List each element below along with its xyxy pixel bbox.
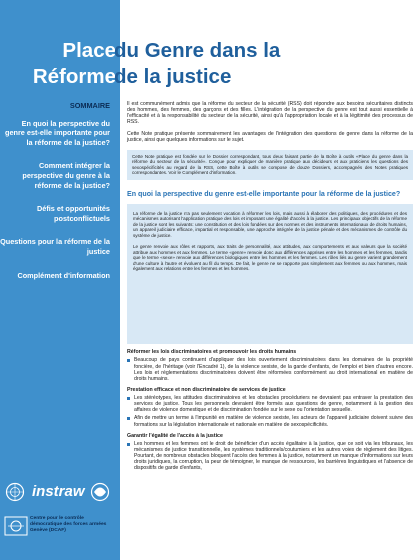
- title-line2-right: de la justice: [114, 65, 232, 88]
- instraw-emblem-icon: [92, 484, 109, 501]
- subsection-heading: Garantir l'égalité de l'accès à la justice: [127, 432, 223, 439]
- intro-paragraph: Il est communément admis que la réforme du secteur de la sécurité (RSS) doit répondre aux besoins sécuritaires distincts des hommes, des femmes, des garçons et des filles. L'intégration de la perspective du genre est tout aussi essentielle à l'efficacité et à la responsabilité du secteur de la sécurité, ainsi qu'à l'appropriation locale et à la légitimité des processus de RSS.: [127, 101, 413, 126]
- list-item: Afin de mettre un terme à l'impunité en matière de violence sexiste, les acteurs de l'appareil judiciaire doivent suivre des formations sur la législation internationale et nationale en matière de sexospécificités.: [127, 415, 413, 427]
- un-emblem-icon: [7, 484, 24, 501]
- summary-heading: SOMMAIRE: [69, 101, 110, 110]
- dcaf-logo-icon: [4, 516, 28, 536]
- subsection-heading: Prestation efficace et non discriminatoire de services de justice: [127, 386, 286, 393]
- page-title: [0, 0, 420, 92]
- list-item: Beaucoup de pays continuent d'appliquer des lois ouvertement discriminatoires dans les domaines de la propriété foncière, de l'héritage (voir l'Encadré 1), de la violence sexiste, de la garde d'enfants, de l'emploi et bien d'autres encore. Les lois et réglementations discriminatoires doivent être réformées conformément au droit international en matière de droits humains.: [127, 357, 413, 381]
- instraw-wordmark: instraw: [32, 483, 85, 500]
- toc-item[interactable]: En quoi la perspective du genre est-elle importante pour la réforme de la justice?: [4, 118, 110, 147]
- dcaf-caption: Centre pour le contrôle démocratique des forces armées Genève (DCAF): [30, 516, 107, 533]
- definition-gender: Le genre renvoie aux rôles et rapports, aux traits de personnalité, aux attitudes, aux comportements et aux valeurs que la société attribue aux hommes et aux femmes. Le terme «genre» renvoie donc aux différences apprises entre les hommes et les femmes, tandis que le terme «sexe» renvoie aux différences biologiques entre les hommes et les femmes. Les rôles liés au genre varient grandement d'une culture à l'autre et évoluent au fil du temps. De fait, le genre ne se rapporte pas simplement aux femmes ou aux hommes, mais également aux relations entre les femmes et les hommes.: [133, 244, 407, 272]
- toc-item[interactable]: Défis et opportunités postconflictuels: [37, 204, 110, 223]
- toc-item[interactable]: Comment intégrer la perspective du genre à la réforme de la justice?: [22, 161, 110, 190]
- toc-item[interactable]: Complément d'information: [17, 270, 110, 280]
- list-item: Les stéréotypes, les attitudes discriminatoires et les obstacles procéduriers ne devraient pas entraver la prestation des services de justice. Tous les personnels devraient être formés aux questions de genre, notamment à la gestion des affaires de violence domestique et de discrimination fondée sur le sexe ou l'orientation sexuelle.: [127, 395, 413, 413]
- table-of-contents: [0, 101, 110, 288]
- list-item: Les hommes et les femmes ont le droit de bénéficier d'un accès égalitaire à la justice, que ce soit via les tribunaux, les mécanismes de justice transitionnelle, les systèmes traditionnels/coutumiers et les autres voies de règlement des litiges. Pourtant, de nombreux obstacles bloquent l'accès des femmes à la justice, notamment un manque d'informations sur leurs droits juridiques, la corruption, la peur de témoigner, le manque de ressources, les barrières linguistiques et l'absence de dispositifs de garde d'enfants,: [127, 441, 413, 471]
- intro-paragraph: Cette Note pratique présente sommairement les avantages de l'intégration des questions de genre dans la réforme de la justice, ainsi que quelques informations sur le sujet.: [127, 131, 413, 144]
- info-box: Cette Note pratique est fondée sur le Dossier correspondant, tous deux faisant partie de la Boîte à outils «Place du genre dans la réforme du secteur de la sécurité». Conçue pour expliquer de manière pratique aux décideurs et aux praticiens les questions des sexospécificités au regard de la RSS, cette Boîte à outils se compose de douze Dossiers, accompagnés des Notes pratiques correspondantes. Voir le Complément d'information.: [127, 150, 413, 180]
- subsection-heading: Réformer les lois discriminatoires et promouvoir les droits humains: [127, 349, 297, 355]
- subsections: [127, 344, 413, 474]
- toc-item[interactable]: Questions pour la réforme de la justice: [0, 237, 110, 256]
- title-line1-left: Place: [62, 39, 116, 62]
- definition-justice-reform: La réforme de la justice n'a pas seulement vocation à réformer les lois, mais aussi à élaborer des politiques, des procédures et des mécanismes autorisant l'application pratique des lois et imposant une égalité d'accès à la justice. Les principaux objectifs de la réforme de la justice sont les suivants: une constitution et des lois fondées sur des normes et des instruments internationaux de droits humains, un appareil judiciaire efficace, impartial et responsable, une approche intégrée de la justice pénale et des mécanismes de contrôle du système de justice.: [133, 210, 407, 238]
- title-line1-right: du Genre dans la: [114, 39, 281, 62]
- title-line2-left: Réforme: [32, 65, 116, 88]
- section-heading: En quoi la perspective du genre est-elle importante pour la réforme de la justice?: [127, 189, 401, 198]
